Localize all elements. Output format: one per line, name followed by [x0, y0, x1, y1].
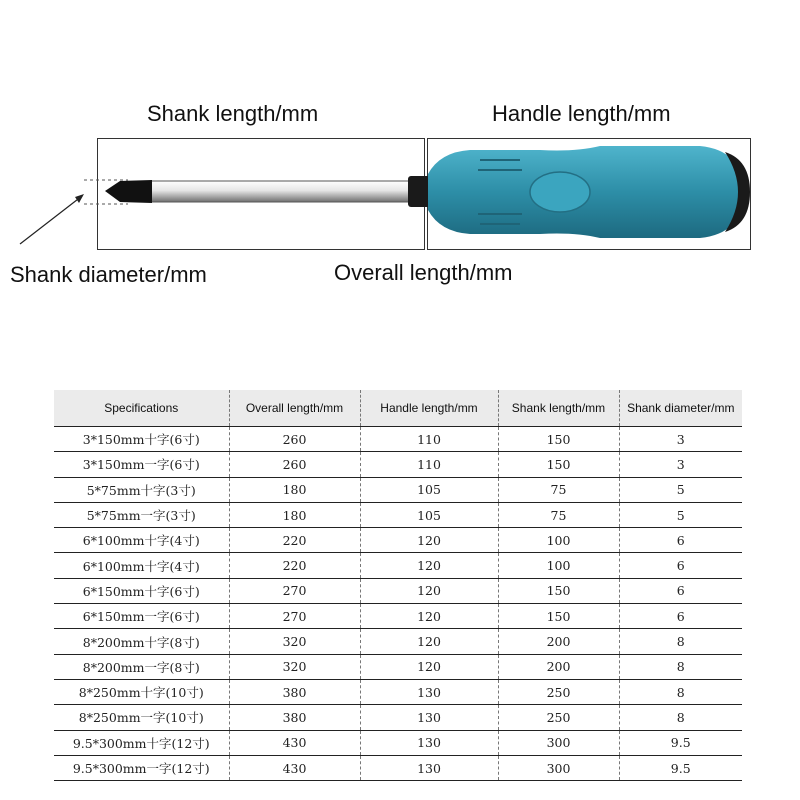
cell-specification: 8*200mm十字(8寸) [54, 629, 229, 654]
cell-handle-length: 120 [360, 654, 498, 679]
cell-specification: 6*100mm十字(4寸) [54, 528, 229, 553]
cell-shank-diameter: 5 [619, 502, 742, 527]
cell-specification: 8*250mm十字(10寸) [54, 679, 229, 704]
cell-shank-diameter: 8 [619, 679, 742, 704]
cell-handle-length: 120 [360, 528, 498, 553]
cell-shank-length: 200 [498, 654, 619, 679]
cell-overall-length: 260 [229, 427, 360, 452]
cell-shank-diameter: 6 [619, 553, 742, 578]
header-shank-length: Shank length/mm [498, 390, 619, 427]
cell-overall-length: 320 [229, 629, 360, 654]
cell-specification: 3*150mm十字(6寸) [54, 427, 229, 452]
cell-overall-length: 320 [229, 654, 360, 679]
table-row [54, 452, 742, 477]
table-row [54, 705, 742, 730]
header-handle-length: Handle length/mm [360, 390, 498, 427]
cell-handle-length: 105 [360, 477, 498, 502]
cell-shank-length: 75 [498, 477, 619, 502]
cell-shank-length: 100 [498, 528, 619, 553]
diameter-arrow [20, 196, 82, 244]
cell-shank-diameter: 3 [619, 427, 742, 452]
cell-specification: 9.5*300mm十字(12寸) [54, 730, 229, 755]
cell-handle-length: 130 [360, 730, 498, 755]
cell-specification: 3*150mm一字(6寸) [54, 452, 229, 477]
overall-length-label: Overall length/mm [334, 260, 513, 285]
cell-specification: 6*150mm一字(6寸) [54, 604, 229, 629]
cell-handle-length: 120 [360, 629, 498, 654]
cell-specification: 8*200mm一字(8寸) [54, 654, 229, 679]
cell-specification: 5*75mm一字(3寸) [54, 502, 229, 527]
cell-overall-length: 430 [229, 755, 360, 780]
shank-diameter-label: Shank diameter/mm [10, 262, 207, 287]
table-body [54, 427, 742, 781]
cell-shank-diameter: 9.5 [619, 755, 742, 780]
cell-overall-length: 220 [229, 553, 360, 578]
cell-handle-length: 130 [360, 679, 498, 704]
cell-overall-length: 430 [229, 730, 360, 755]
shank-collar [408, 176, 430, 207]
cell-shank-diameter: 6 [619, 528, 742, 553]
cell-shank-length: 300 [498, 730, 619, 755]
table-row [54, 553, 742, 578]
cell-specification: 5*75mm十字(3寸) [54, 477, 229, 502]
cell-shank-length: 150 [498, 578, 619, 603]
cell-handle-length: 120 [360, 604, 498, 629]
cell-overall-length: 380 [229, 705, 360, 730]
table-row [54, 604, 742, 629]
cell-shank-diameter: 9.5 [619, 730, 742, 755]
cell-shank-diameter: 6 [619, 604, 742, 629]
cell-shank-length: 250 [498, 679, 619, 704]
cell-overall-length: 180 [229, 502, 360, 527]
cell-shank-length: 100 [498, 553, 619, 578]
cell-shank-diameter: 8 [619, 654, 742, 679]
cell-overall-length: 380 [229, 679, 360, 704]
cell-handle-length: 110 [360, 452, 498, 477]
handle-length-label: Handle length/mm [492, 101, 671, 126]
table-row [54, 755, 742, 780]
cell-overall-length: 270 [229, 604, 360, 629]
table-row [54, 629, 742, 654]
header-shank-diameter: Shank diameter/mm [619, 390, 742, 427]
table-row [54, 427, 742, 452]
cell-overall-length: 180 [229, 477, 360, 502]
spec-table-container [54, 390, 742, 781]
phillips-tip [105, 180, 152, 203]
cell-handle-length: 130 [360, 755, 498, 780]
cell-shank-length: 150 [498, 427, 619, 452]
screwdriver-diagram [0, 0, 800, 320]
table-header-row [54, 390, 742, 427]
cell-shank-diameter: 3 [619, 452, 742, 477]
cell-overall-length: 270 [229, 578, 360, 603]
table-row [54, 502, 742, 527]
cell-shank-diameter: 8 [619, 705, 742, 730]
cell-handle-length: 130 [360, 705, 498, 730]
table-row [54, 654, 742, 679]
cell-shank-length: 150 [498, 452, 619, 477]
cell-specification: 9.5*300mm一字(12寸) [54, 755, 229, 780]
cell-overall-length: 260 [229, 452, 360, 477]
grip-thumb-pad [530, 172, 590, 212]
cell-handle-length: 120 [360, 578, 498, 603]
cell-shank-length: 300 [498, 755, 619, 780]
spec-table [54, 390, 742, 781]
cell-handle-length: 105 [360, 502, 498, 527]
cell-overall-length: 220 [229, 528, 360, 553]
shank-length-label: Shank length/mm [147, 101, 319, 126]
cell-shank-length: 250 [498, 705, 619, 730]
cell-specification: 8*250mm一字(10寸) [54, 705, 229, 730]
cell-shank-diameter: 5 [619, 477, 742, 502]
table-row [54, 679, 742, 704]
cell-specification: 6*150mm十字(6寸) [54, 578, 229, 603]
cell-shank-diameter: 8 [619, 629, 742, 654]
header-specifications: Specifications [54, 390, 229, 427]
cell-shank-length: 200 [498, 629, 619, 654]
table-row [54, 730, 742, 755]
cell-shank-length: 75 [498, 502, 619, 527]
table-row [54, 578, 742, 603]
table-row [54, 477, 742, 502]
cell-shank-diameter: 6 [619, 578, 742, 603]
diameter-arrowhead [75, 194, 84, 203]
cell-handle-length: 110 [360, 427, 498, 452]
shank [148, 181, 428, 202]
cell-specification: 6*100mm十字(4寸) [54, 553, 229, 578]
cell-handle-length: 120 [360, 553, 498, 578]
cell-shank-length: 150 [498, 604, 619, 629]
header-overall-length: Overall length/mm [229, 390, 360, 427]
table-row [54, 528, 742, 553]
